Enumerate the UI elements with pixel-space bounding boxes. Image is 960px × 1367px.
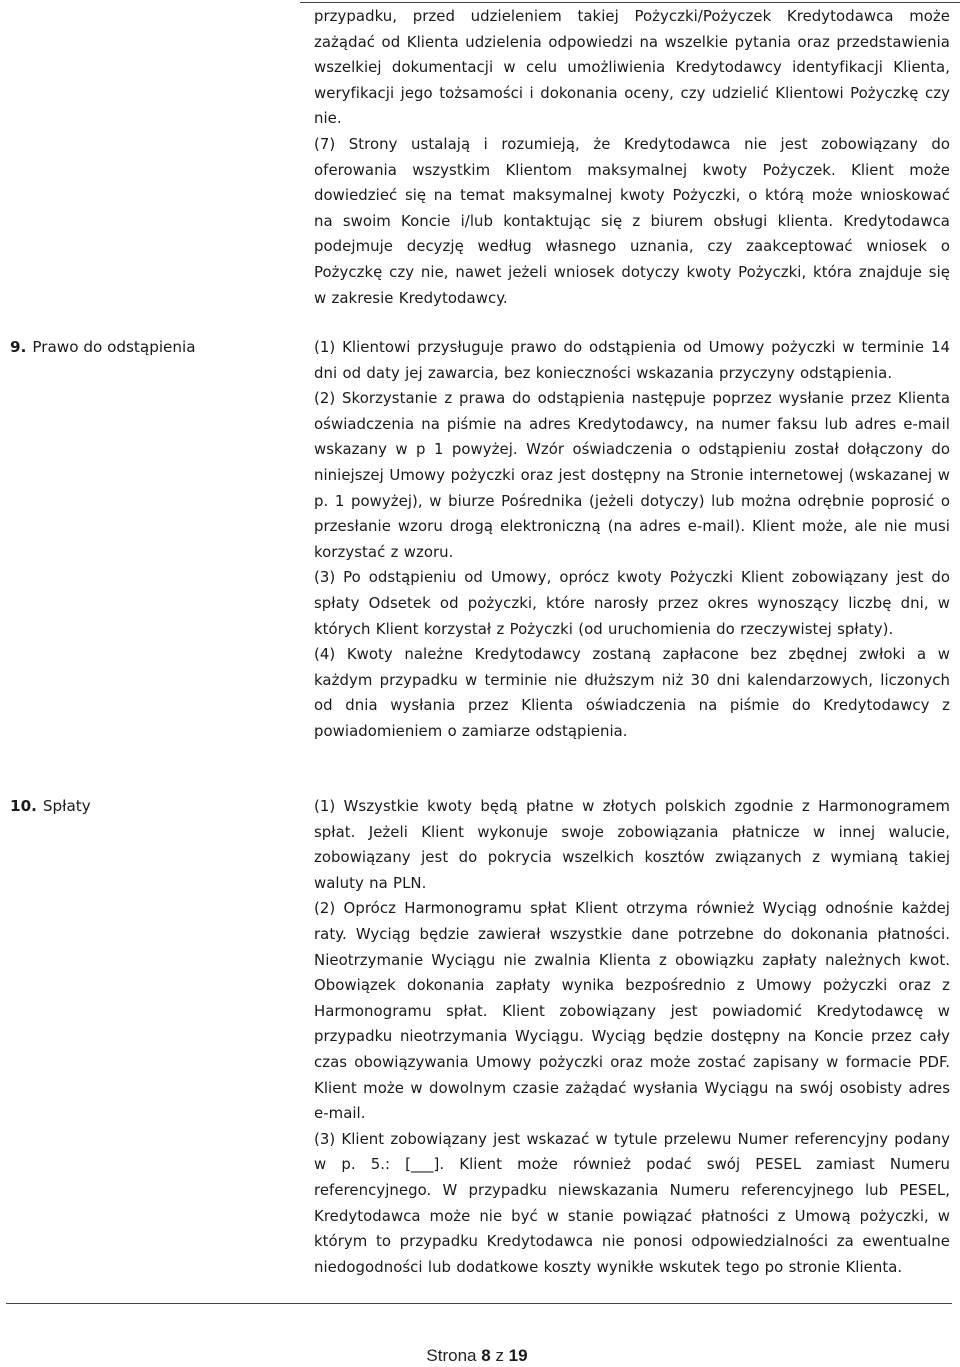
section-heading (10, 335, 196, 361)
total-pages: 19 (508, 1346, 528, 1365)
section-9-body (314, 335, 950, 745)
section-10-body (314, 794, 950, 1280)
section-title: Spłaty (42, 797, 91, 815)
top-divider (300, 2, 960, 3)
current-page: 8 (481, 1346, 491, 1365)
section-number: 9. (10, 338, 27, 356)
paragraph: (1) Wszystkie kwoty będą płatne w złotych polskich zgodnie z Harmonogramem spłat. Jeżeli Klient wykonuje swoje zobowiązania płatnicze w innej walucie, zobowiązany jest do pokrycia wszelkich kosztów związanych z wymianą takiej waluty na PLN. (314, 797, 950, 892)
page-number (426, 1346, 527, 1365)
section-title: Prawo do odstąpienia (32, 338, 196, 356)
paragraph: (2) Oprócz Harmonogramu spłat Klient otrzyma również Wyciąg odnośnie każdej raty. Wyciąg będzie zawierał wszystkie dane potrzebne do dokonania płatności. Nieotrzymanie Wyciągu nie zwalnia Klienta z obowiązku zapłaty należnych kwot. Obowiązek dokonania zapłaty wynika bezpośrednio z Umowy pożyczki oraz z Harmonogramu spłat. Klient zobowiązany jest powiadomić Kredytodawcę w przypadku nieotrzymania Wyciągu. Wyciąg będzie dostępny na Koncie przez cały czas obowiązywania Umowy pożyczki oraz może zostać zapisany w formacie PDF. Klient może w dowolnym czasie zażądać wysłania Wyciągu na swój osobisty adres e-mail. (314, 899, 950, 1123)
paragraph: (2) Skorzystanie z prawa do odstąpienia następuje poprzez wysłanie przez Klienta oświadczenia na piśmie na adres Kredytodawcy, na numer faksu lub adres e-mail wskazany w p 1 powyżej. Wzór oświadczenia o odstąpieniu został dołączony do niniejszej Umowy pożyczki oraz jest dostępny na Stronie internetowej (wskazanej w p. 1 powyżej), w biurze Pośrednika (jeżeli dotyczy) lub można odrębnie poprosić o przesłanie wzoru drogą elektroniczną (na adres e-mail). Klient może, ale nie musi korzystać z wzoru. (314, 389, 950, 561)
paragraph: (1) Klientowi przysługuje prawo do odstąpienia od Umowy pożyczki w terminie 14 dni od daty jej zawarcia, bez konieczności wskazania przyczyny odstąpienia. (314, 338, 950, 382)
paragraph: (3) Po odstąpieniu od Umowy, oprócz kwoty Pożyczki Klient zobowiązany jest do spłaty Odsetek od pożyczki, które narosły przez okres wynoszący liczbę dni, w których Klient korzystał z Pożyczki (od uruchomienia do rzeczywistej spłaty). (314, 568, 950, 638)
paragraph: przypadku, przed udzieleniem takiej Pożyczki/Pożyczek Kredytodawca może zażądać od Klienta udzielenia odpowiedzi na wszelkie pytania oraz przedstawienia wszelkiej dokumentacji w celu umożliwienia Kredytodawcy identyfikacji Klienta, weryfikacji jego tożsamości i dokonania oceny, czy udzielić Klientowi Pożyczkę czy nie. (314, 7, 950, 128)
section-heading (10, 794, 91, 820)
paragraph: (7) Strony ustalają i rozumieją, że Kredytodawca nie jest zobowiązany do oferowania wszystkim Klientom maksymalnej kwoty Pożyczek. Klient może dowiedzieć się na temat maksymalnej kwoty Pożyczki, o którą może wnioskować na swoim Koncie i/lub kontaktując się z biurem obsługi klienta. Kredytodawca podejmuje decyzję według własnego uznania, czy zaakceptować wniosek o Pożyczkę czy nie, nawet jeżeli wniosek dotyczy kwoty Pożyczki, która znajduje się w zakresie Kredytodawcy. (314, 134, 950, 307)
paragraph: (3) Klient zobowiązany jest wskazać w tytule przelewu Numer referencyjny podany w p. 5.: [___]. Klient może również podać swój PESEL zamiast Numeru referencyjnego. W przypadku niewskazania Numeru referencyjnego lub PESEL, Kredytodawca może nie być w stanie powiązać płatności z Umową pożyczki, w którym to przypadku Kredytodawca nie ponosi odpowiedzialności za ewentualne niedogodności lub dodatkowe koszty wynikłe wskutek tego po stronie Klienta. (314, 1129, 950, 1276)
bottom-divider (6, 1303, 952, 1304)
page-word: Strona (426, 1346, 477, 1365)
section-8-body (314, 4, 950, 311)
section-number: 10. (10, 797, 37, 815)
paragraph: (4) Kwoty należne Kredytodawcy zostaną zapłacone bez zbędnej zwłoki a w każdym przypadku w terminie nie dłuższym niż 30 dni kalendarzowych, liczonych od dnia wysłania przez Klienta oświadczenia na piśmie do Kredytodawcy z powiadomieniem o zamiarze odstąpienia. (314, 645, 950, 740)
of-word: z (495, 1346, 504, 1365)
